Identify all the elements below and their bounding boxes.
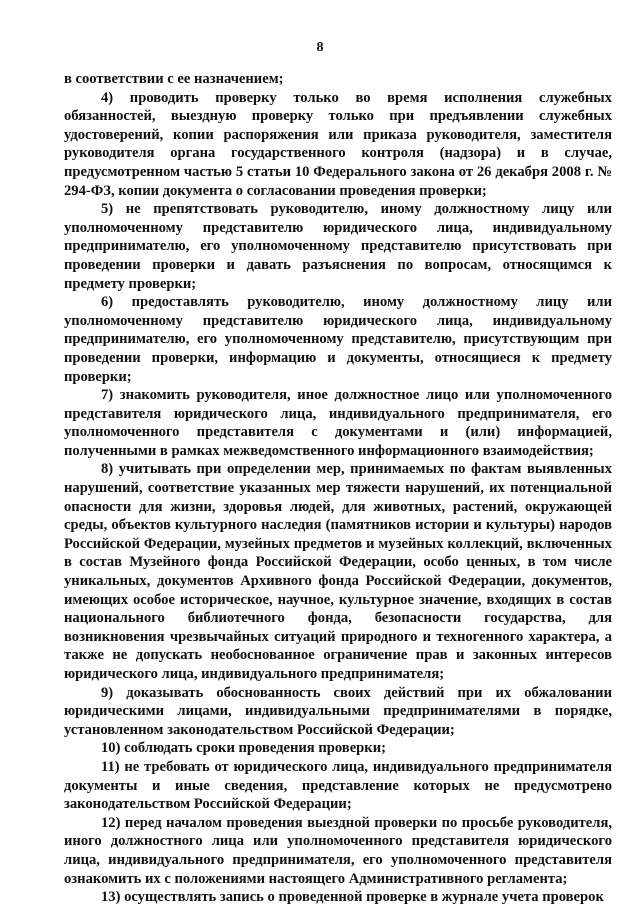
document-body bbox=[64, 70, 612, 907]
paragraph-item-12: 12) перед началом проведения выездной проверки по просьбе руководителя, иного должностного лица или уполномоченного представителя юридического лица, индивидуального предпринимателя, его уполномоченного представителя ознакомить их с положениями настоящего Административного регламента; bbox=[64, 814, 612, 887]
paragraph-item-4: 4) проводить проверку только во время исполнения служебных обязанностей, выездную проверку только при предъявлении служебных удостоверений, копии распоряжения или приказа руководителя, заместителя руководителя органа государственного контроля (надзора) и в случае, предусмотренном частью 5 статьи 10 Федерального закона от 26 декабря 2008 г. № 294-ФЗ, копии документа о согласовании проведения проверки; bbox=[64, 89, 612, 199]
paragraph-item-8: 8) учитывать при определении мер, принимаемых по фактам выявленных нарушений, соответствие указанных мер тяжести нарушений, их потенциальной опасности для жизни, здоровья людей, для животных, растений, окружающей среды, объектов культурного наследия (памятников истории и культуры) народов Российской Федерации, музейных предметов и музейных коллекций, включенных в состав Музейного фонда Российской Федерации, особо ценных, в том числе уникальных, документов Архивного фонда Российской Федерации, документов, имеющих особое историческое, научное, культурное значение, входящих в состав национального библиотечного фонда, безопасности государства, для возникновения чрезвычайных ситуаций природного и техногенного характера, а также не допускать необоснованное ограничение прав и законных интересов юридического лица, индивидуального предпринимателя; bbox=[64, 461, 612, 682]
paragraph-item-6: 6) предоставлять руководителю, иному должностному лицу или уполномоченному представителю юридического лица, индивидуальному предпринимателю, его уполномоченному представителю, присутствующим при проведении проверки, информацию и документы, относящиеся к предмету проверки; bbox=[64, 294, 612, 385]
paragraph-item-5: 5) не препятствовать руководителю, иному должностному лицу или уполномоченному представителю юридического лица, индивидуальному предпринимателю, его уполномоченному представителю присутствовать при проведении проверки и давать разъяснения по вопросам, относящимся к предмету проверки; bbox=[64, 201, 612, 292]
paragraph-item-10: 10) соблюдать сроки проведения проверки; bbox=[101, 740, 386, 757]
paragraph-item-9: 9) доказывать обоснованность своих действий при их обжаловании юридическими лицами, индивидуальными предпринимателями в порядке, установленном законодательством Российской Федерации; bbox=[64, 684, 612, 738]
page-number: 8 bbox=[316, 40, 324, 55]
paragraph-continuation: в соответствии с ее назначением; bbox=[64, 71, 284, 87]
paragraph-item-11: 11) не требовать от юридического лица, индивидуального предпринимателя документы и иные сведения, представление которых не предусмотрено законодательством Российской Федерации; bbox=[64, 758, 612, 813]
paragraph-item-7: 7) знакомить руководителя, иное должностное лицо или уполномоченного представителя юридического лица, индивидуального предпринимателя, его уполномоченного представителя с документами и (или) информацией, полученными в рамках межведомственного информационного взаимодействия; bbox=[64, 387, 612, 459]
paragraph-item-13: 13) осуществлять запись о проведенной проверке в журнале учета проверок bbox=[101, 889, 604, 906]
